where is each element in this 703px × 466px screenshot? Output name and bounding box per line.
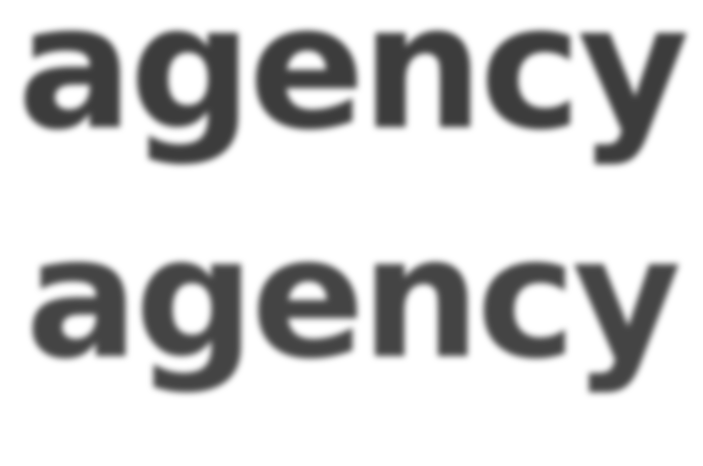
word-top: agency	[17, 0, 686, 168]
word-bottom: agency	[25, 200, 678, 396]
